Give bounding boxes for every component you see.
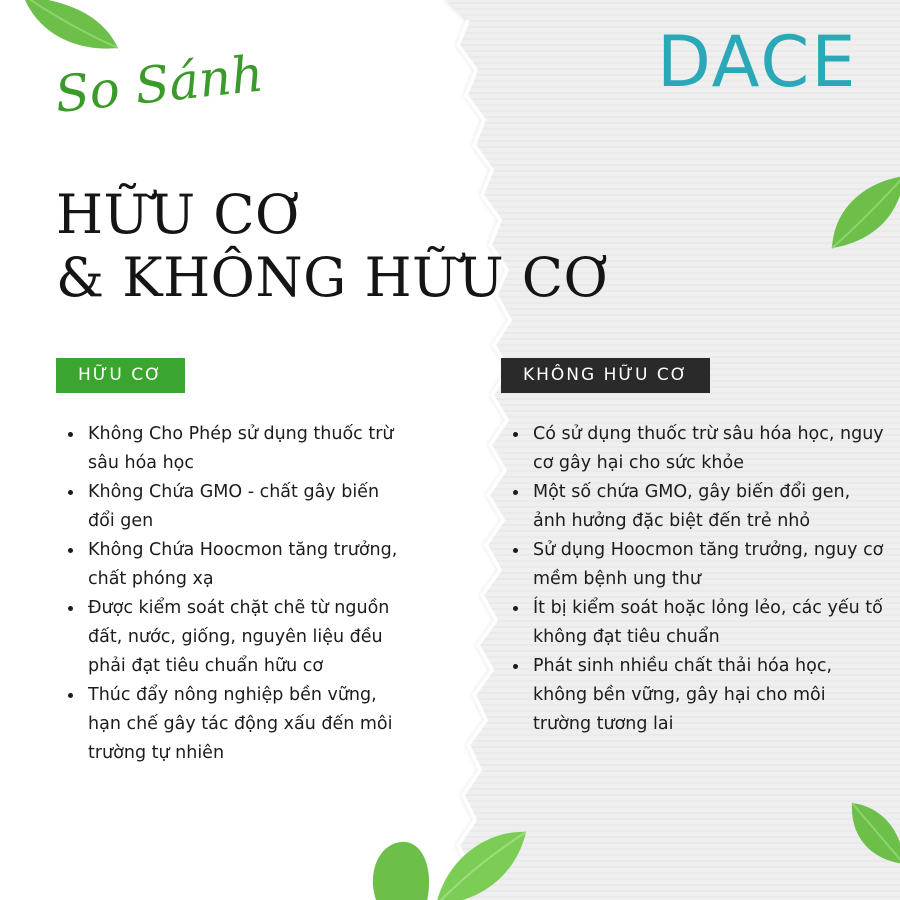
list-item: Sử dụng Hoocmon tăng trưởng, nguy cơ mềm bệnh ung thư xyxy=(511,536,886,594)
non-organic-label-badge: KHÔNG HỮU CƠ xyxy=(501,358,710,393)
list-item: Không Chứa GMO - chất gây biến đổi gen xyxy=(66,478,401,536)
leaf-right-icon xyxy=(826,172,900,252)
headline-line-2: & KHÔNG HỮU CƠ xyxy=(56,246,609,309)
organic-label-badge: HỮU CƠ xyxy=(56,358,185,393)
list-item: Thúc đẩy nông nghiệp bền vững, hạn chế gây tác động xấu đến môi trường tự nhiên xyxy=(66,681,401,768)
non-organic-list xyxy=(511,420,886,739)
list-item: Một số chứa GMO, gây biến đổi gen, ảnh hưởng đặc biệt đến trẻ nhỏ xyxy=(511,478,886,536)
brand-logo: DACE xyxy=(657,21,858,103)
leaf-top-left-icon xyxy=(18,0,128,60)
list-item: Có sử dụng thuốc trừ sâu hóa học, nguy cơ gây hại cho sức khỏe xyxy=(511,420,886,478)
script-title: So Sánh xyxy=(52,44,266,124)
headline-line-1: HỮU CƠ xyxy=(56,183,300,246)
organic-list xyxy=(66,420,401,768)
list-item: Ít bị kiểm soát hoặc lỏng lẻo, các yếu tố không đạt tiêu chuẩn xyxy=(511,594,886,652)
list-item: Không Cho Phép sử dụng thuốc trừ sâu hóa học xyxy=(66,420,401,478)
leaf-bottom-right-icon xyxy=(844,798,900,868)
leaf-bottom-center-icon xyxy=(366,820,531,900)
list-item: Được kiểm soát chặt chẽ từ nguồn đất, nước, giống, nguyên liệu đều phải đạt tiêu chuẩn hữu cơ xyxy=(66,594,401,681)
list-item: Phát sinh nhiều chất thải hóa học, không bền vững, gây hại cho môi trường tương lai xyxy=(511,652,886,739)
list-item: Không Chứa Hoocmon tăng trưởng, chất phóng xạ xyxy=(66,536,401,594)
